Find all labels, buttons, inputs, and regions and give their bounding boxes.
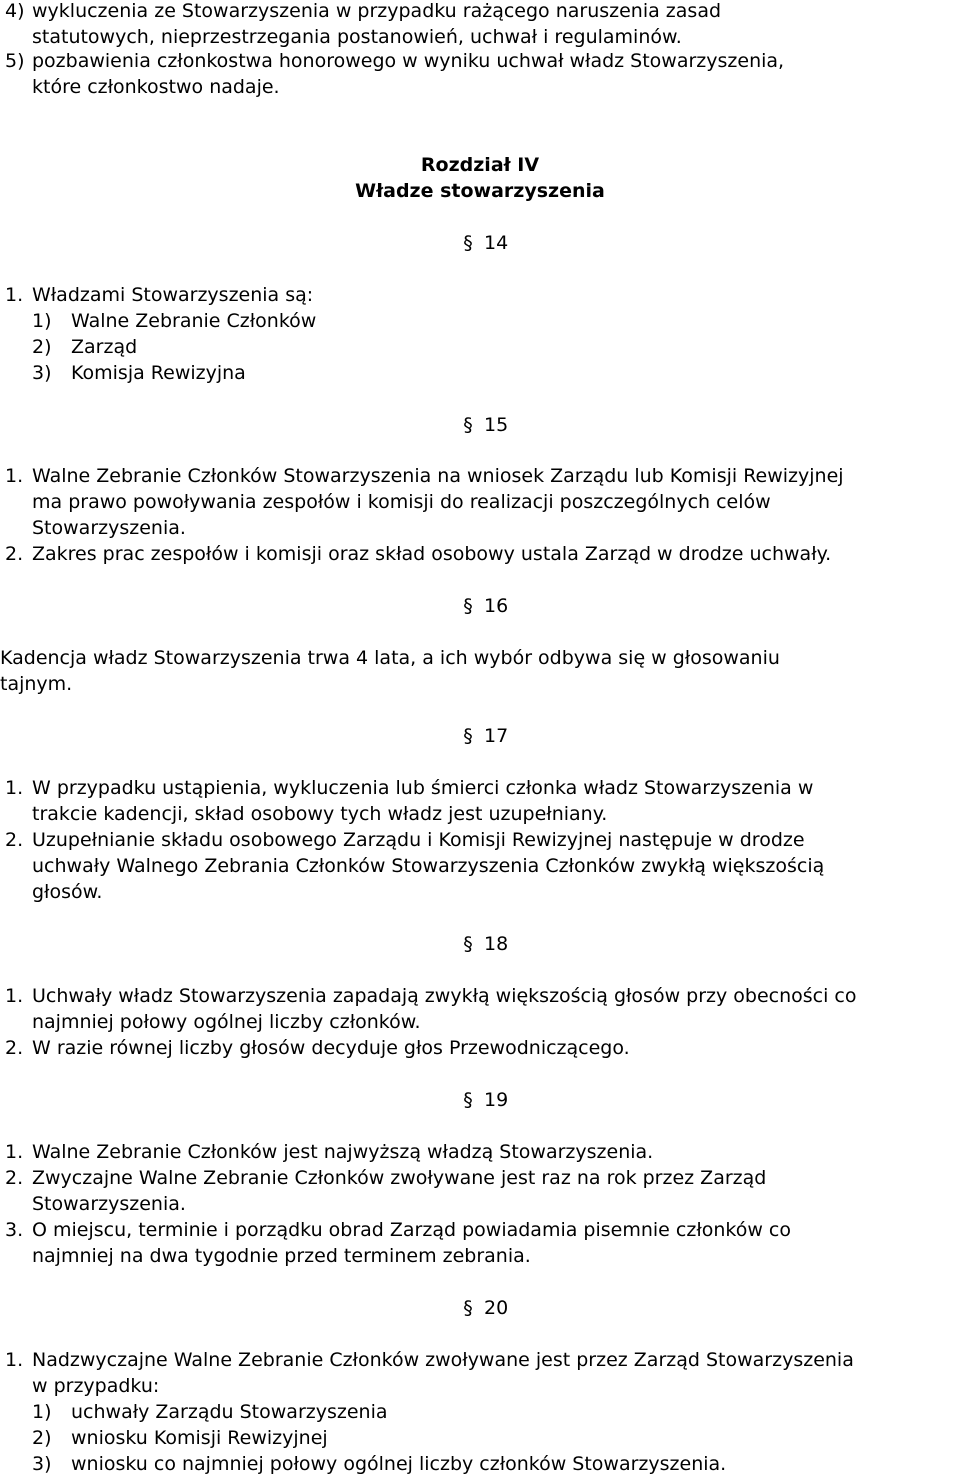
section-number: 15 [484,414,509,436]
paragraph-16 [0,645,960,697]
section-heading-17 [462,723,508,749]
item-number: 1. [5,465,24,487]
item-number: 2. [5,543,24,565]
section-heading-16 [462,593,508,619]
item-number: 1. [5,1349,24,1371]
item-text: Uzupełnianie składu osobowego Zarządu i Komisji Rewizyjnej następuje w drodze [32,829,805,851]
item-text: Walne Zebranie Członków Stowarzyszenia na wniosek Zarządu lub Komisji Rewizyjnej [32,465,844,487]
list-item-4 [0,0,960,50]
chapter-title: Władze stowarzyszenia [355,180,605,202]
section-heading-15 [462,412,508,438]
item-text: Stowarzyszenia. [32,517,186,539]
section-number: 17 [484,725,509,747]
subitem-text: uchwały Zarządu Stowarzyszenia [71,1401,388,1423]
subitem-number: 2) [32,336,52,358]
item-number: 1. [5,1141,24,1163]
section-symbol: § [463,1089,473,1111]
section-heading-18 [462,931,508,957]
chapter-number: Rozdział IV [420,154,540,176]
subitem-text: wniosku Komisji Rewizyjnej [71,1427,328,1449]
section-number: 20 [484,1297,509,1319]
section-number: 14 [484,232,509,254]
paragraph-19-2 [0,1165,960,1217]
item-text: W razie równej liczby głosów decyduje głos Przewodniczącego. [32,1037,630,1059]
item-number: 1. [5,284,24,306]
item-text: Nadzwyczajne Walne Zebranie Członków zwoływane jest przez Zarząd Stowarzyszenia [32,1349,854,1371]
subitem-text: wniosku co najmniej połowy ogólnej liczby członków Stowarzyszenia. [71,1453,727,1475]
paragraph-17-2 [0,827,960,905]
item-number: 2. [5,829,24,851]
item-text: ma prawo powoływania zespołów i komisji do realizacji poszczególnych celów [32,491,771,513]
item-text: Władzami Stowarzyszenia są: [32,284,314,306]
item-text: najmniej połowy ogólnej liczby członków. [32,1011,421,1033]
section-number: 18 [484,933,509,955]
paragraph-18-1 [0,983,960,1035]
subitem-number: 3) [32,1453,52,1475]
item-number: 3. [5,1219,24,1241]
section-heading-20 [462,1295,508,1321]
paragraph-text: tajnym. [0,673,73,695]
subitem-text: Komisja Rewizyjna [71,362,246,384]
item-text: Zakres prac zespołów i komisji oraz skład osobowy ustala Zarząd w drodze uchwały. [32,543,832,565]
subitem-number: 1) [32,310,52,332]
item-text: uchwały Walnego Zebrania Członków Stowarzyszenia Członków zwykłą większością [32,855,825,877]
paragraph-19-1 [0,1139,960,1165]
item-text: które członkostwo nadaje. [32,76,280,98]
section-number: 16 [484,595,509,617]
section-number: 19 [484,1089,509,1111]
item-text: głosów. [32,881,103,903]
item-text: Walne Zebranie Członków jest najwyższą władzą Stowarzyszenia. [32,1141,654,1163]
item-text: O miejscu, terminie i porządku obrad Zarząd powiadamia pisemnie członków co [32,1219,791,1241]
paragraph-text: Kadencja władz Stowarzyszenia trwa 4 lata, a ich wybór odbywa się w głosowaniu [0,647,780,669]
paragraph-14-1 [0,282,960,386]
section-symbol: § [463,232,473,254]
subitem-number: 2) [32,1427,52,1449]
section-symbol: § [463,595,473,617]
list-item-5 [0,48,960,100]
item-text: W przypadku ustąpienia, wykluczenia lub śmierci członka władz Stowarzyszenia w [32,777,814,799]
section-symbol: § [463,414,473,436]
item-text: Stowarzyszenia. [32,1193,186,1215]
paragraph-15-2 [0,541,960,567]
paragraph-20-1 [0,1347,960,1477]
paragraph-17-1 [0,775,960,827]
subitem-number: 1) [32,1401,52,1423]
item-number: 5) [5,50,25,72]
item-text: statutowych, nieprzestrzegania postanowień, uchwał i regulaminów. [32,26,682,48]
section-heading-19 [462,1087,508,1113]
item-text: najmniej na dwa tygodnie przed terminem zebrania. [32,1245,531,1267]
subitem-text: Walne Zebranie Członków [71,310,317,332]
paragraph-18-2 [0,1035,960,1061]
section-symbol: § [463,1297,473,1319]
item-number: 2. [5,1167,24,1189]
item-text: trakcie kadencji, skład osobowy tych władz jest uzupełniany. [32,803,608,825]
paragraph-19-3 [0,1217,960,1269]
item-number: 4) [5,0,25,22]
subitem-text: Zarząd [71,336,138,358]
paragraph-15-1 [0,463,960,541]
item-text: w przypadku: [32,1375,160,1397]
item-text: Zwyczajne Walne Zebranie Członków zwoływane jest raz na rok przez Zarząd [32,1167,767,1189]
subitem-number: 3) [32,362,52,384]
section-symbol: § [463,933,473,955]
section-symbol: § [463,725,473,747]
item-number: 1. [5,985,24,1007]
section-heading-14 [462,230,508,256]
item-text: pozbawienia członkostwa honorowego w wyniku uchwał władz Stowarzyszenia, [32,50,785,72]
item-number: 2. [5,1037,24,1059]
item-text: Uchwały władz Stowarzyszenia zapadają zwykłą większością głosów przy obecności co [32,985,857,1007]
item-number: 1. [5,777,24,799]
item-text: wykluczenia ze Stowarzyszenia w przypadku rażącego naruszenia zasad [32,0,722,22]
